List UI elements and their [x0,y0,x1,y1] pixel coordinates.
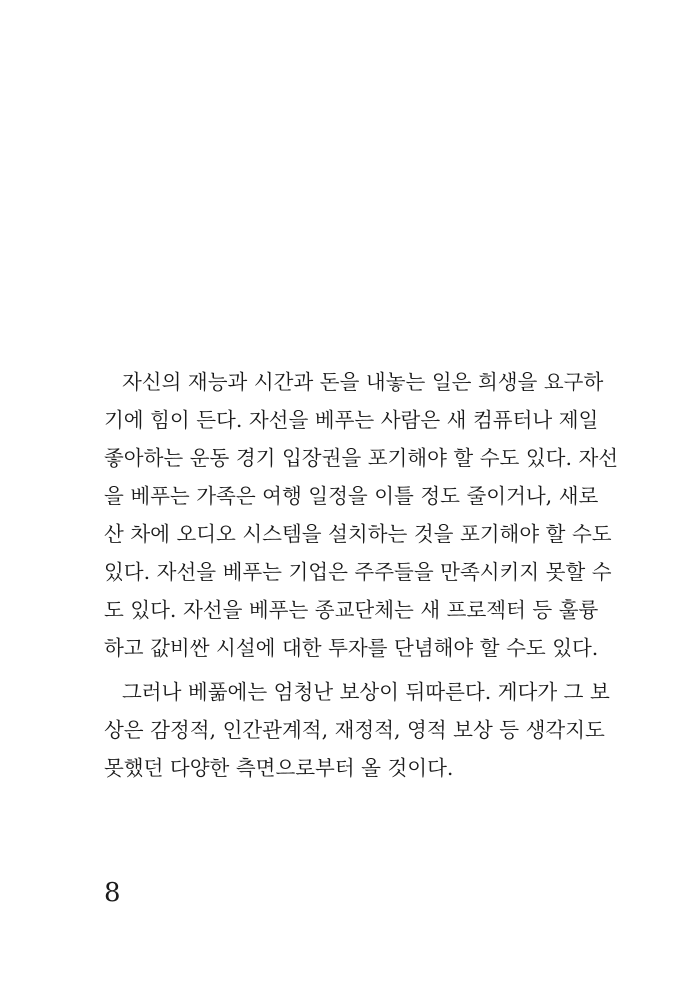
paragraph-2 [104,673,610,787]
text-line: 기에 힘이 든다. 자선을 베푸는 사람은 새 컴퓨터나 제일 [104,408,599,432]
text-line: 을 베푸는 가족은 여행 일정을 이틀 정도 줄이거나, 새로 [104,484,599,508]
text-line: 그러나 베풂에는 엄청난 보상이 뒤따른다. 게다가 그 보 [122,680,610,704]
text-line: 상은 감정적, 인간관계적, 재정적, 영적 보상 등 생각지도 [104,718,605,742]
text-line: 못했던 다양한 측면으로부터 올 것이다. [104,756,454,780]
text-line: 있다. 자선을 베푸는 기업은 주주들을 만족시키지 못할 수 [104,560,612,584]
text-line: 도 있다. 자선을 베푸는 종교단체는 새 프로젝터 등 훌륭 [104,598,599,622]
body-text [104,363,619,787]
page-number: 8 [104,878,121,908]
text-line: 자신의 재능과 시간과 돈을 내놓는 일은 희생을 요구하 [122,370,604,394]
paragraph-1 [104,363,619,667]
text-line: 하고 값비싼 시설에 대한 투자를 단념해야 할 수도 있다. [104,636,599,660]
text-line: 좋아하는 운동 경기 입장권을 포기해야 할 수도 있다. 자선 [104,446,619,470]
text-line: 산 차에 오디오 시스템을 설치하는 것을 포기해야 할 수도 [104,522,612,546]
